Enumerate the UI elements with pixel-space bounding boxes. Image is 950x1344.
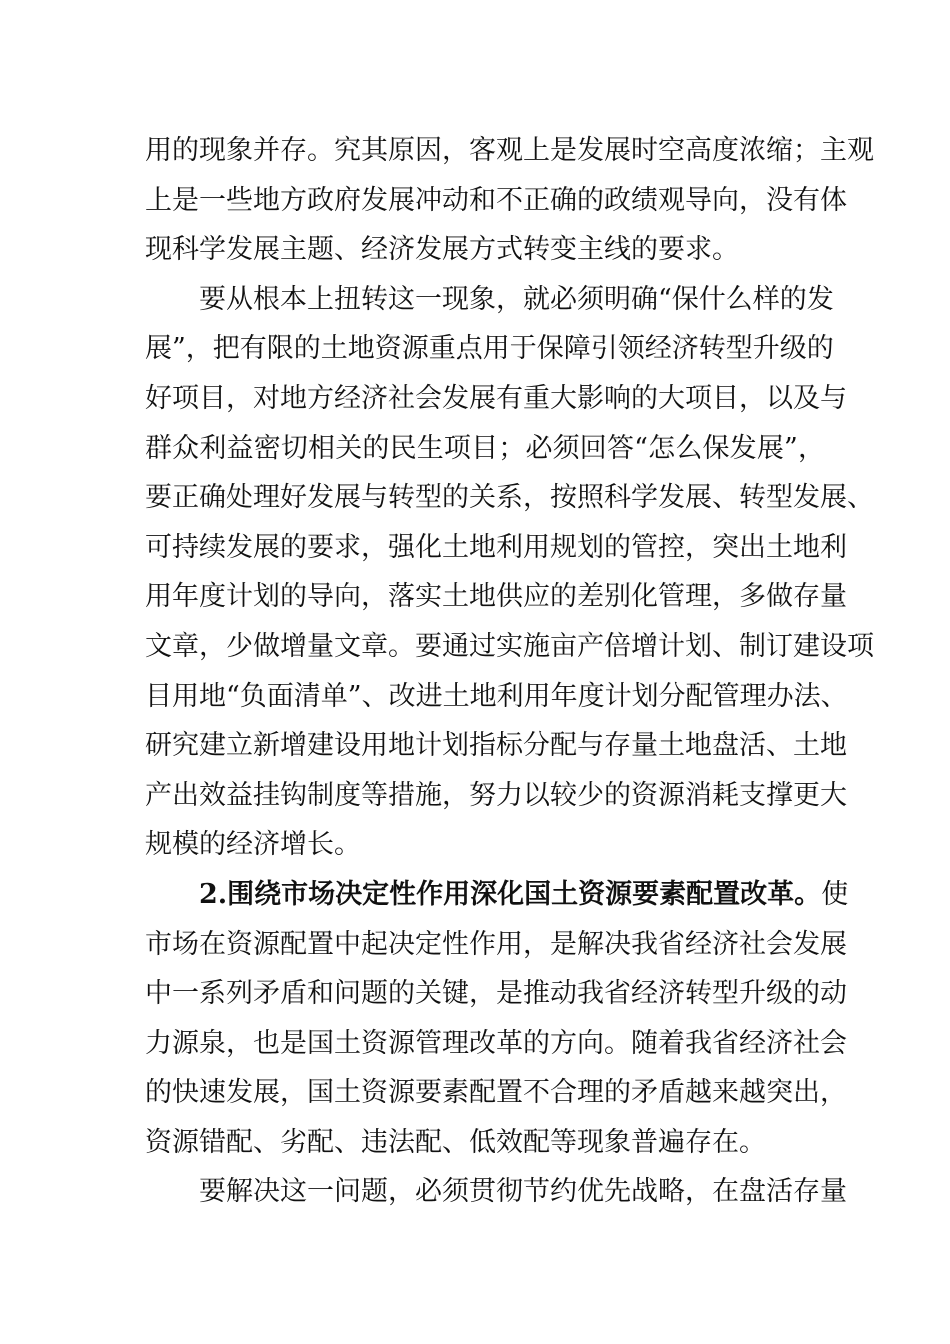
text-line: 可持续发展的要求，强化土地利用规划的管控，突出土地利 [145,531,847,563]
text-line: 上是一些地方政府发展冲动和不正确的政绩观导向，没有体 [145,184,847,216]
text-line: 好项目，对地方经济社会发展有重大影响的大项目，以及与 [145,382,847,414]
text-line: 文章，少做增量文章。要通过实施亩产倍增计划、制订建设项 [145,630,874,662]
text-line: 用年度计划的导向，落实土地供应的差别化管理，多做存量 [145,581,847,613]
text-line: 要正确处理好发展与转型的关系，按照科学发展、转型发展、 [145,482,874,514]
text-line: 的快速发展，国土资源要素配置不合理的矛盾越来越突出， [145,1077,847,1109]
text-line [145,870,849,920]
text-line: 要解决这一问题，必须贯彻节约优先战略，在盘活存量 [199,1176,847,1208]
heading-line-rest: 使 [821,878,849,910]
paragraph-4 [145,1167,847,1217]
document-body [145,126,874,1217]
paragraph-2 [145,275,874,870]
paragraph-3 [145,870,849,1168]
text-line: 力源泉，也是国土资源管理改革的方向。随着我省经济社会 [145,1027,847,1059]
text-line: 要从根本上扭转这一现象，就必须明确“保什么样的发 [199,283,834,315]
text-line: 市场在资源配置中起决定性作用，是解决我省经济社会发展 [145,928,847,960]
text-line: 产出效益挂钩制度等措施，努力以较少的资源消耗支撑更大 [145,779,847,811]
text-line: 群众利益密切相关的民生项目；必须回答“怎么保发展”， [145,432,825,464]
text-line: 规模的经济增长。 [145,829,361,861]
paragraph-1 [145,126,874,275]
text-line: 资源错配、劣配、违法配、低效配等现象普遍存在。 [145,1126,766,1158]
text-line: 研究建立新增建设用地计划指标分配与存量土地盘活、土地 [145,730,847,762]
section-heading: 2.围绕市场决定性作用深化国土资源要素配置改革。 [199,878,822,910]
text-line: 用的现象并存。究其原因，客观上是发展时空高度浓缩；主观 [145,135,874,166]
text-line: 展”，把有限的土地资源重点用于保障引领经济转型升级的 [145,333,834,365]
text-line: 现科学发展主题、经济发展方式转变主线的要求。 [145,234,739,266]
text-line: 中一系列矛盾和问题的关键，是推动我省经济转型升级的动 [145,978,847,1010]
text-line: 目用地“负面清单”、改进土地利用年度计划分配管理办法、 [145,680,848,712]
